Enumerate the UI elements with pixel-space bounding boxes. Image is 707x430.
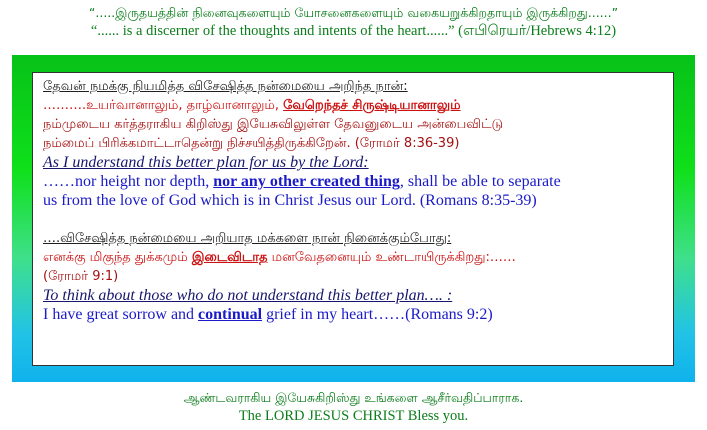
- header-tamil-quote: “.....இருதயத்தின் நினைவுகளையும் யோசனைகளையும் வகையறுக்கிறதாயும் இருக்கிறது......”: [88, 5, 619, 20]
- section2-tamil-line1-prefix: எனக்கு மிகுந்த துக்கமும்: [43, 250, 192, 265]
- section1-tamil-line2: நம்முடைய கர்த்தராகிய கிறிஸ்து இயேசுவிலுள்ள தேவனுடைய அன்பைவிட்டு: [43, 117, 504, 132]
- footer: [0, 389, 707, 425]
- section2-tamil-line2: (ரோமர் 9:1): [43, 269, 119, 284]
- section1-english-line1-suffix: , shall be able to separate: [399, 173, 561, 190]
- section1-tamil-heading: தேவன் நமக்கு நியமித்த விசேஷித்த நன்மையை அறிந்த நான்:: [43, 79, 408, 94]
- section2-english-line1-emphasis: continual: [198, 306, 263, 323]
- footer-english-blessing: The LORD JESUS CHRIST Bless you.: [238, 408, 469, 424]
- section1-tamil-line1-prefix: ……….உயர்வானாலும், தாழ்வானாலும்,: [43, 98, 284, 113]
- section1-english-line1-emphasis: nor any other created thing: [213, 173, 400, 190]
- section2-english-line1-prefix: I have great sorrow and: [43, 306, 199, 323]
- section2-tamil-line1-suffix: மனவேதனையும் உண்டாயிருக்கிறது:……: [267, 250, 516, 265]
- section-spacer: [43, 210, 663, 229]
- scripture-card: [32, 72, 674, 366]
- section1-english-line1: [43, 172, 663, 191]
- section1-tamil-line1: [43, 96, 663, 115]
- section2-tamil-line1: [43, 248, 663, 267]
- footer-tamil-blessing: ஆண்டவராகிய இயேசுகிறிஸ்து உங்களை ஆசீர்வதிப்பாராக.: [183, 390, 524, 405]
- section2-tamil-line1-emphasis: இடைவிடாத: [191, 250, 268, 265]
- section1-english-heading: As I understand this better plan for us by the Lord:: [43, 154, 369, 171]
- section1-tamil-line1-emphasis: வேறெந்தச் சிருஷ்டியானாலும்: [283, 98, 461, 113]
- header-english-quote: “...... is a discerner of the thoughts and intents of the heart......” (எபிரெயர்/Hebrews 4:12): [90, 23, 617, 39]
- section2-english-line1-suffix: grief in my heart……(Romans 9:2): [262, 306, 493, 323]
- section2-tamil-heading: ….விசேஷித்த நன்மையை அறியாத மக்களை நான் நினைக்கும்போது:: [43, 231, 452, 246]
- section1-english-line2: us from the love of God which is in Christ Jesus our Lord. (Romans 8:35-39): [43, 192, 537, 209]
- section2-english-heading: To think about those who do not understand this better plan…. :: [43, 287, 453, 304]
- section1-english-line1-prefix: ……nor height nor depth,: [43, 173, 214, 190]
- section2-english-line1: [43, 305, 663, 324]
- header: [0, 4, 707, 40]
- section1-tamil-line3: நம்மைப் பிரிக்கமாட்டாதென்று நிச்சயித்திருக்கிறேன். (ரோமர் 8:36-39): [43, 136, 460, 151]
